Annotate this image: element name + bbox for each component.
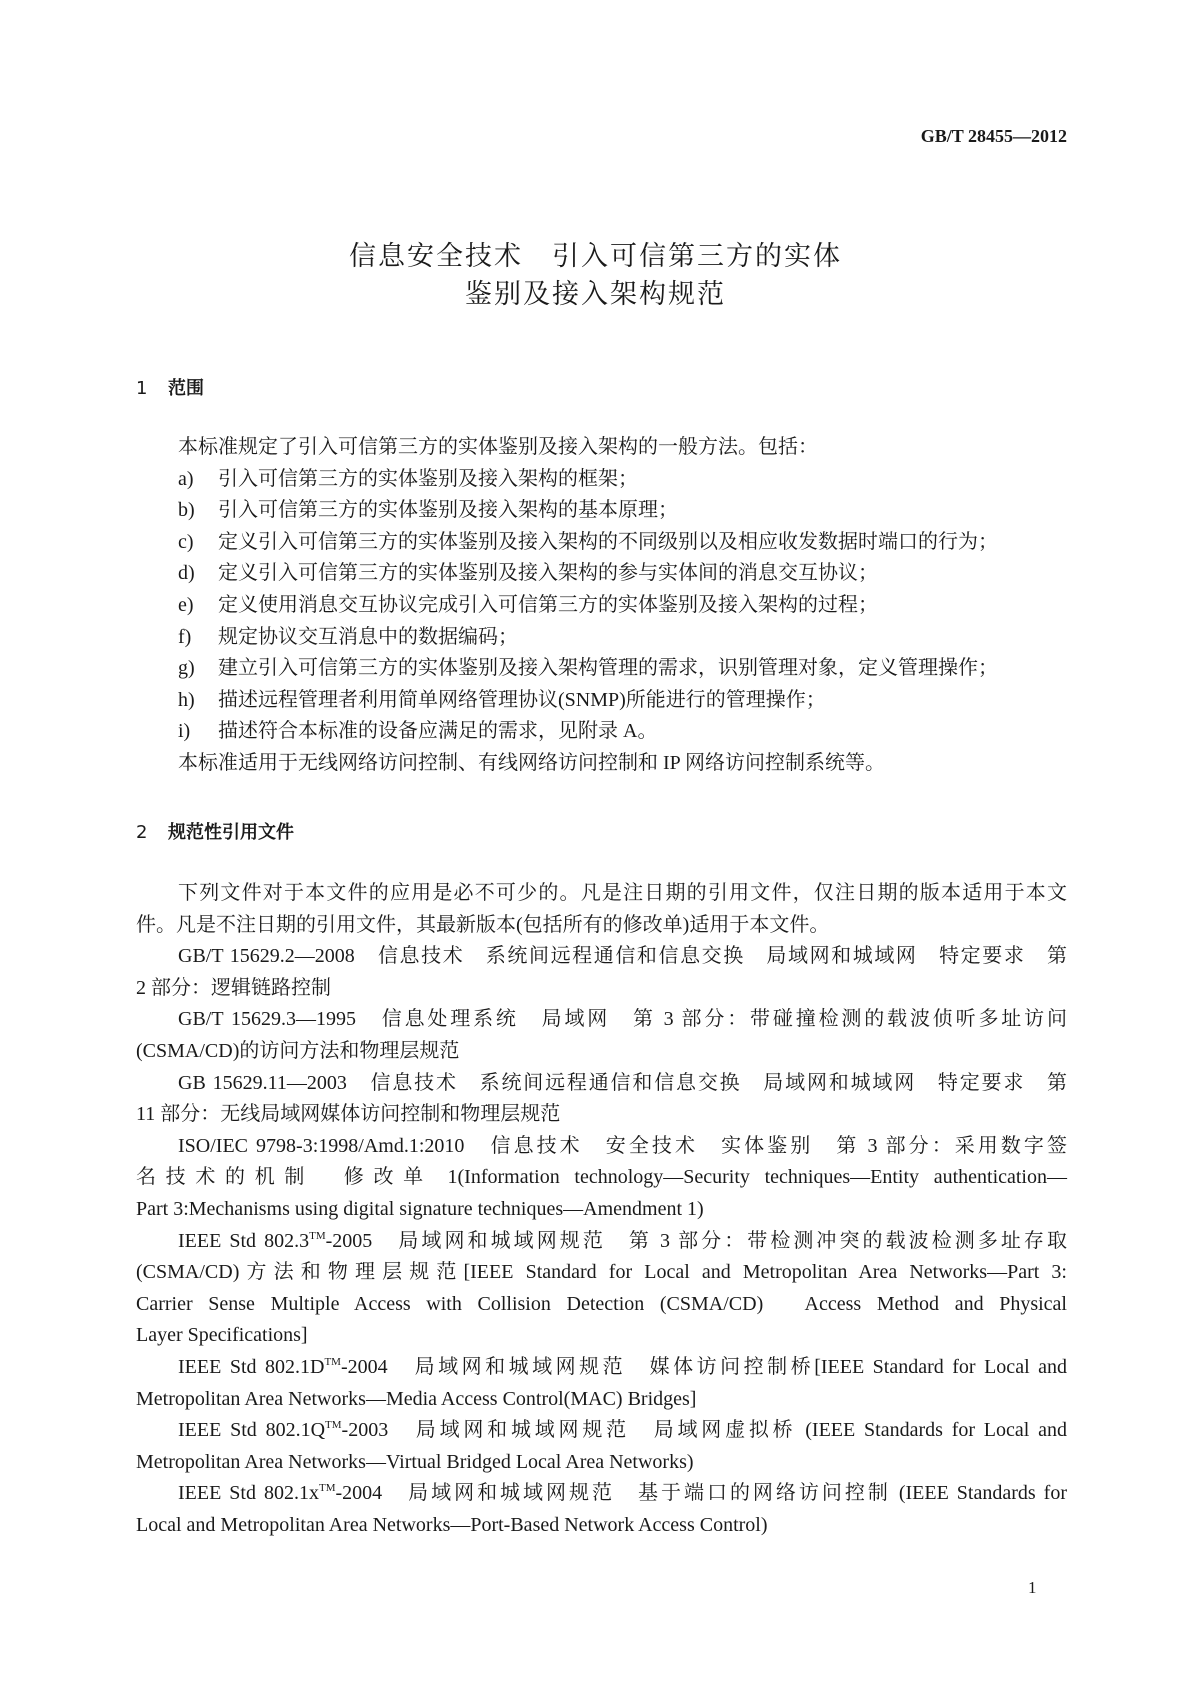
trademark-mark: TM [309,1229,326,1242]
text-line [136,1478,1067,1510]
scope-list-item [136,558,1067,590]
list-item-label: e) [178,593,194,616]
text-line [136,1036,1067,1068]
section-1-intro: 本标准规定了引入可信第三方的实体鉴别及接入架构的一般方法。包括： [178,436,818,458]
list-item-label: d) [178,562,195,585]
scope-list-item [136,590,1067,622]
text-line [136,973,1067,1005]
document-title-line2: 鉴别及接入架构规范 [465,279,726,310]
reference-id: IEEE Std 802.1x [178,1482,319,1505]
reference-id: IEEE Std 802.1D [178,1355,325,1378]
list-item-label: h) [178,688,195,711]
reference-entry [136,1004,1067,1067]
text-line [136,1447,1067,1479]
text-line [136,1131,1067,1163]
list-item-label: c) [178,530,194,553]
scope-list-item [136,716,1067,748]
line-text: -2003 局域网和城域网规范 局域网虚拟桥 (IEEE Standards for Local and [341,1419,1068,1442]
section-1-body [136,432,1067,780]
normative-references [136,878,1067,1541]
list-item-label: b) [178,499,195,522]
reference-entry [136,1226,1067,1352]
line-text: Local and Metropolitan Area Networks—Port-Based Network Access Control) [136,1513,768,1536]
line-text: GB 15629.11—2003 信息技术 系统间远程通信和信息交换 局域网和城域网 特定要求 第 [178,1071,1067,1094]
text-line [136,878,1067,910]
line-text: -2004 局域网和城域网规范 媒体访问控制桥[IEEE Standard for Local and [340,1355,1068,1378]
text-line [136,1289,1067,1321]
list-item-label: g) [178,657,195,680]
text-line [136,910,1067,942]
section-number: 2 [136,822,148,843]
text-line [136,1384,1067,1416]
scope-list-item [136,495,1067,527]
text-line [136,1004,1067,1036]
text-line [136,1226,1067,1258]
list-item-text: 规定协议交互消息中的数据编码； [218,625,518,648]
document-title-line1: 信息安全技术 引入可信第三方的实体 [349,241,842,272]
line-text: Metropolitan Area Networks—Media Access Control(MAC) Bridges] [136,1387,697,1410]
line-text: 11 部分：无线局域网媒体访问控制和物理层规范 [136,1103,561,1126]
reference-entry [136,1352,1067,1415]
section-2-heading [136,818,294,844]
trademark-mark: TM [325,1419,342,1432]
reference-id: IEEE Std 802.3 [178,1229,310,1252]
list-item-text: 定义引入可信第三方的实体鉴别及接入架构的不同级别以及相应收发数据时端口的行为； [218,530,998,553]
text-line [136,1162,1067,1194]
references-intro [136,878,1067,941]
line-text: GB/T 15629.2—2008 信息技术 系统间远程通信和信息交换 局域网和城域网 特定要求 第 [178,945,1067,968]
line-text: 件。凡是不注日期的引用文件，其最新版本(包括所有的修改单)适用于本文件。 [136,913,830,936]
line-text: Part 3:Mechanisms using digital signature techniques—Amendment 1) [136,1197,704,1220]
line-text: (CSMA/CD)方法和物理层规范[IEEE Standard for Local and Metropolitan Area Networks—Part 3: [136,1261,1067,1284]
line-text: 名技术的机制 修改单 1(Information technology—Security techniques—Entity authentication— [136,1166,1067,1189]
text-line [136,1257,1067,1289]
line-text: ISO/IEC 9798-3:1998/Amd.1:2010 信息技术 安全技术 实体鉴别 第 3 部分：采用数字签 [178,1134,1067,1157]
list-item-text: 定义使用消息交互协议完成引入可信第三方的实体鉴别及接入架构的过程； [218,593,878,616]
list-item-text: 描述远程管理者利用简单网络管理协议(SNMP)所能进行的管理操作； [218,688,826,711]
reference-entry [136,1478,1067,1541]
trademark-mark: TM [318,1482,336,1495]
scope-list-item [136,622,1067,654]
list-item-label: i) [178,720,191,743]
section-1-closing: 本标准适用于无线网络访问控制、有线网络访问控制和 IP 网络访问控制系统等。 [178,751,886,774]
line-text: Carrier Sense Multiple Access with Collision Detection (CSMA/CD) Access Method and Physical [136,1292,1067,1315]
section-title: 规范性引用文件 [168,822,294,843]
line-text: -2004 局域网和城域网规范 基于端口的网络访问控制 (IEEE Standards for [335,1482,1067,1505]
list-item-label: a) [178,467,194,490]
line-text: (CSMA/CD)的访问方法和物理层规范 [136,1039,460,1062]
section-number: 1 [136,378,148,399]
reference-entry [136,1068,1067,1131]
line-text: Metropolitan Area Networks—Virtual Bridged Local Area Networks) [136,1450,694,1473]
text-line [136,1510,1067,1542]
line-text: GB/T 15629.3—1995 信息处理系统 局域网 第 3 部分：带碰撞检测的载波侦听多址访问 [178,1008,1067,1031]
list-item-text: 定义引入可信第三方的实体鉴别及接入架构的参与实体间的消息交互协议； [218,562,878,585]
text-line [136,1194,1067,1226]
line-text: 下列文件对于本文件的应用是必不可少的。凡是注日期的引用文件，仅注日期的版本适用于本文 [178,882,1067,904]
reference-entry [136,1415,1067,1478]
text-line [136,1415,1067,1447]
line-text: -2005 局域网和城域网规范 第 3 部分：带检测冲突的载波检测多址存取 [325,1229,1067,1252]
text-line [136,1099,1067,1131]
scope-list-item [136,464,1067,496]
trademark-mark: TM [324,1355,341,1368]
text-line [136,1352,1067,1384]
scope-list-item [136,685,1067,717]
scope-list-item [136,527,1067,559]
line-text: 2 部分：逻辑链路控制 [136,976,331,999]
line-text: Layer Specifications] [136,1324,308,1347]
reference-entry [136,1131,1067,1226]
text-line [136,1068,1067,1100]
section-title: 范围 [168,378,204,399]
standard-number: GB/T 28455—2012 [920,126,1067,146]
section-1-heading [136,374,204,400]
list-item-text: 引入可信第三方的实体鉴别及接入架构的基本原理； [218,499,678,522]
reference-entry [136,941,1067,1004]
page-number: 1 [1028,1578,1037,1597]
list-item-label: f) [178,625,192,648]
list-item-text: 描述符合本标准的设备应满足的需求，见附录 A。 [218,720,658,743]
scope-list-item [136,653,1067,685]
list-item-text: 引入可信第三方的实体鉴别及接入架构的框架； [218,467,638,490]
reference-id: IEEE Std 802.1Q [178,1419,326,1442]
list-item-text: 建立引入可信第三方的实体鉴别及接入架构管理的需求，识别管理对象，定义管理操作； [218,657,998,680]
text-line [136,941,1067,973]
text-line [136,1320,1067,1352]
